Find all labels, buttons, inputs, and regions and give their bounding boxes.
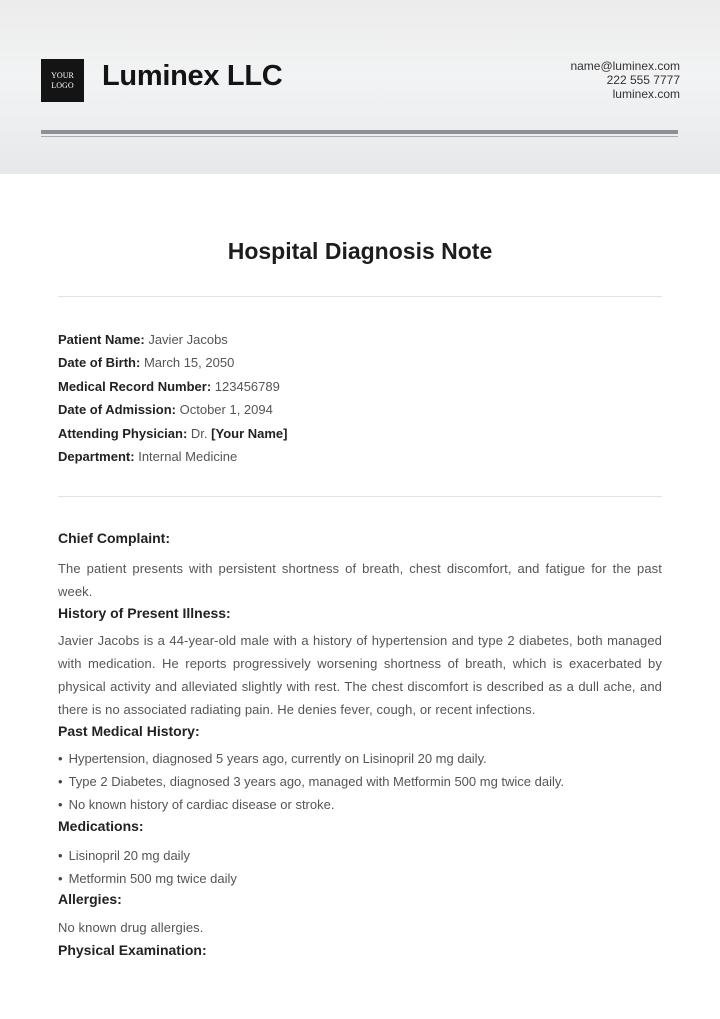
- title-divider: [58, 296, 662, 297]
- note-body: [58, 528, 662, 960]
- list-item: • Metformin 500 mg twice daily: [58, 870, 237, 886]
- physical-examination-heading: Physical Examination:: [58, 941, 207, 958]
- physician-name-placeholder: [Your Name]: [211, 425, 288, 441]
- medications-list: [58, 844, 662, 891]
- field-value: March 15, 2050: [143, 355, 235, 371]
- contact-phone: 222 555 7777: [606, 73, 680, 87]
- field-value: Internal Medicine: [138, 448, 238, 464]
- past-medical-history-list: [58, 747, 662, 817]
- field-value: Dr.: [190, 425, 208, 441]
- header-divider-thin: [41, 136, 678, 137]
- list-item: • Hypertension, diagnosed 5 years ago, currently on Lisinopril 20 mg daily.: [58, 750, 487, 766]
- allergies-heading: Allergies:: [58, 891, 122, 908]
- field-label: Department:: [58, 448, 135, 464]
- field-label: Patient Name:: [58, 332, 145, 347]
- contact-info: [570, 59, 680, 101]
- field-label: Date of Birth:: [58, 355, 141, 371]
- attending-physician-row: [58, 424, 662, 447]
- logo-text-line1: YOUR: [51, 70, 74, 80]
- info-divider: [58, 496, 662, 497]
- field-label: Medical Record Number:: [58, 378, 212, 394]
- chief-complaint-heading: Chief Complaint:: [58, 530, 170, 546]
- document-title: Hospital Diagnosis Note: [227, 238, 493, 264]
- past-medical-history-heading: Past Medical History:: [58, 722, 200, 739]
- list-item: • Lisinopril 20 mg daily: [58, 847, 190, 863]
- list-item: • No known history of cardiac disease or stroke.: [58, 797, 335, 813]
- field-value: 123456789: [214, 378, 280, 394]
- logo-text-line2: LOGO: [51, 80, 74, 90]
- patient-name-row: [58, 330, 662, 353]
- history-heading: History of Present Illness:: [58, 604, 231, 621]
- company-name: Luminex LLC: [102, 60, 283, 92]
- chief-complaint-text: The patient presents with persistent shortness of breath, chest discomfort, and fatigue for the past week.: [58, 561, 662, 600]
- history-text: Javier Jacobs is a 44-year-old male with a history of hypertension and type 2 diabetes, both managed with medication. He reports progressively worsening shortness of breath, which is exacerbated by physical activity and alleviated slightly with rest. The chest discomfort is described as a dull ache, and there is no associated radiating pain. He denies fever, cough, or recent infections.: [58, 632, 662, 718]
- letterhead: [0, 0, 720, 174]
- contact-email: name@luminex.com: [570, 59, 680, 73]
- date-of-birth-row: [58, 353, 662, 376]
- department-row: [58, 447, 662, 470]
- date-of-admission-row: [58, 400, 662, 423]
- list-item: • Type 2 Diabetes, diagnosed 3 years ago, managed with Metformin 500 mg twice daily.: [58, 774, 565, 790]
- medical-record-number-row: [58, 377, 662, 400]
- patient-info: [58, 330, 662, 470]
- field-value: Javier Jacobs: [148, 332, 228, 347]
- contact-website: luminex.com: [612, 87, 680, 101]
- medications-heading: Medications:: [58, 817, 144, 834]
- company-logo: [41, 59, 84, 102]
- field-value: October 1, 2094: [179, 402, 273, 418]
- field-label: Date of Admission:: [58, 402, 176, 418]
- header-divider-thick: [41, 130, 678, 134]
- field-label: Attending Physician:: [58, 425, 188, 441]
- allergies-text: No known drug allergies.: [58, 920, 204, 936]
